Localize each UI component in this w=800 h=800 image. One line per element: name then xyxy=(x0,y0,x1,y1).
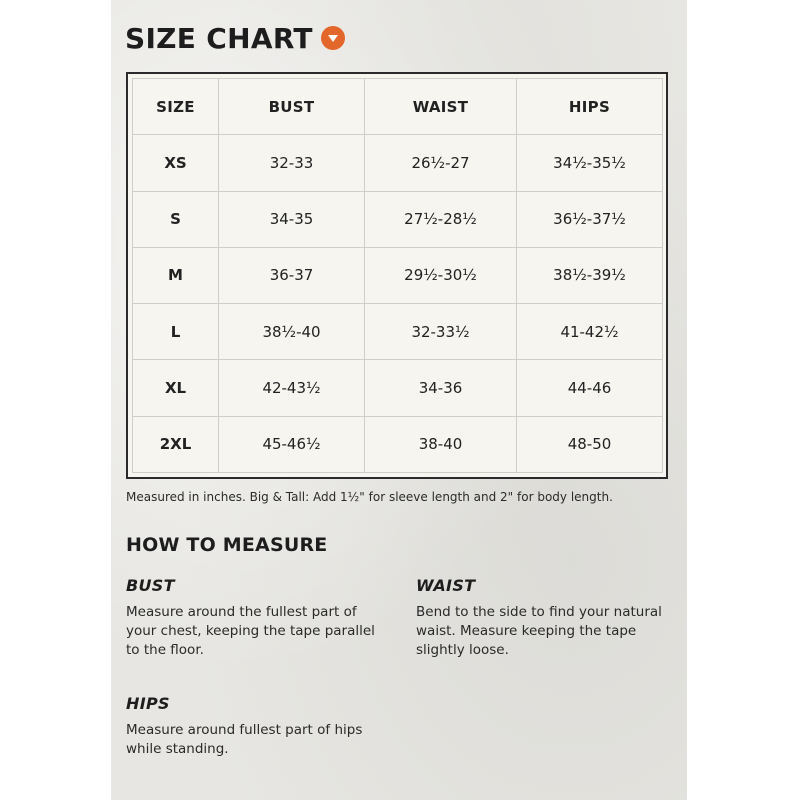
bust-cell: 36-37 xyxy=(219,247,365,303)
measurement-footnote: Measured in inches. Big & Tall: Add 1½" for sleeve length and 2" for body length. xyxy=(126,490,613,504)
column-header-size: SIZE xyxy=(133,79,219,135)
table-header-row xyxy=(133,79,663,135)
table-row xyxy=(133,304,663,360)
hips-cell: 34½-35½ xyxy=(517,135,663,191)
bust-measure-section xyxy=(126,576,388,660)
size-table xyxy=(132,78,663,473)
hips-cell: 41-42½ xyxy=(517,304,663,360)
column-header-hips: HIPS xyxy=(517,79,663,135)
title-row xyxy=(125,18,345,58)
hips-cell: 38½-39½ xyxy=(517,247,663,303)
table-row xyxy=(133,360,663,416)
size-cell: S xyxy=(133,191,219,247)
waist-cell: 34-36 xyxy=(365,360,517,416)
table-row xyxy=(133,135,663,191)
size-cell: L xyxy=(133,304,219,360)
hips-heading: HIPS xyxy=(126,694,170,713)
table-row xyxy=(133,247,663,303)
size-cell: XS xyxy=(133,135,219,191)
table-row xyxy=(133,191,663,247)
how-to-measure-title: HOW TO MEASURE xyxy=(126,534,328,556)
size-table-container xyxy=(126,72,668,479)
chevron-down-icon xyxy=(321,26,345,50)
hips-cell: 36½-37½ xyxy=(517,191,663,247)
table-row xyxy=(133,416,663,472)
waist-heading: WAIST xyxy=(416,576,476,595)
page-title: SIZE CHART xyxy=(125,21,313,55)
waist-measure-section xyxy=(416,576,678,660)
hips-measure-section xyxy=(126,694,388,759)
size-cell: XL xyxy=(133,360,219,416)
bust-cell: 34-35 xyxy=(219,191,365,247)
bust-cell: 32-33 xyxy=(219,135,365,191)
bust-cell: 38½-40 xyxy=(219,304,365,360)
waist-cell: 32-33½ xyxy=(365,304,517,360)
waist-cell: 26½-27 xyxy=(365,135,517,191)
column-header-waist: WAIST xyxy=(365,79,517,135)
size-cell: 2XL xyxy=(133,416,219,472)
size-chart-page xyxy=(111,0,687,800)
waist-cell: 38-40 xyxy=(365,416,517,472)
hips-instructions: Measure around fullest part of hips while standing. xyxy=(126,722,363,757)
column-header-bust: BUST xyxy=(219,79,365,135)
bust-instructions: Measure around the fullest part of your chest, keeping the tape parallel to the floor. xyxy=(126,604,375,658)
bust-cell: 42-43½ xyxy=(219,360,365,416)
hips-cell: 44-46 xyxy=(517,360,663,416)
size-cell: M xyxy=(133,247,219,303)
bust-cell: 45-46½ xyxy=(219,416,365,472)
waist-cell: 29½-30½ xyxy=(365,247,517,303)
bust-heading: BUST xyxy=(126,576,175,595)
waist-cell: 27½-28½ xyxy=(365,191,517,247)
waist-instructions: Bend to the side to find your natural waist. Measure keeping the tape slightly loose. xyxy=(416,604,662,658)
hips-cell: 48-50 xyxy=(517,416,663,472)
